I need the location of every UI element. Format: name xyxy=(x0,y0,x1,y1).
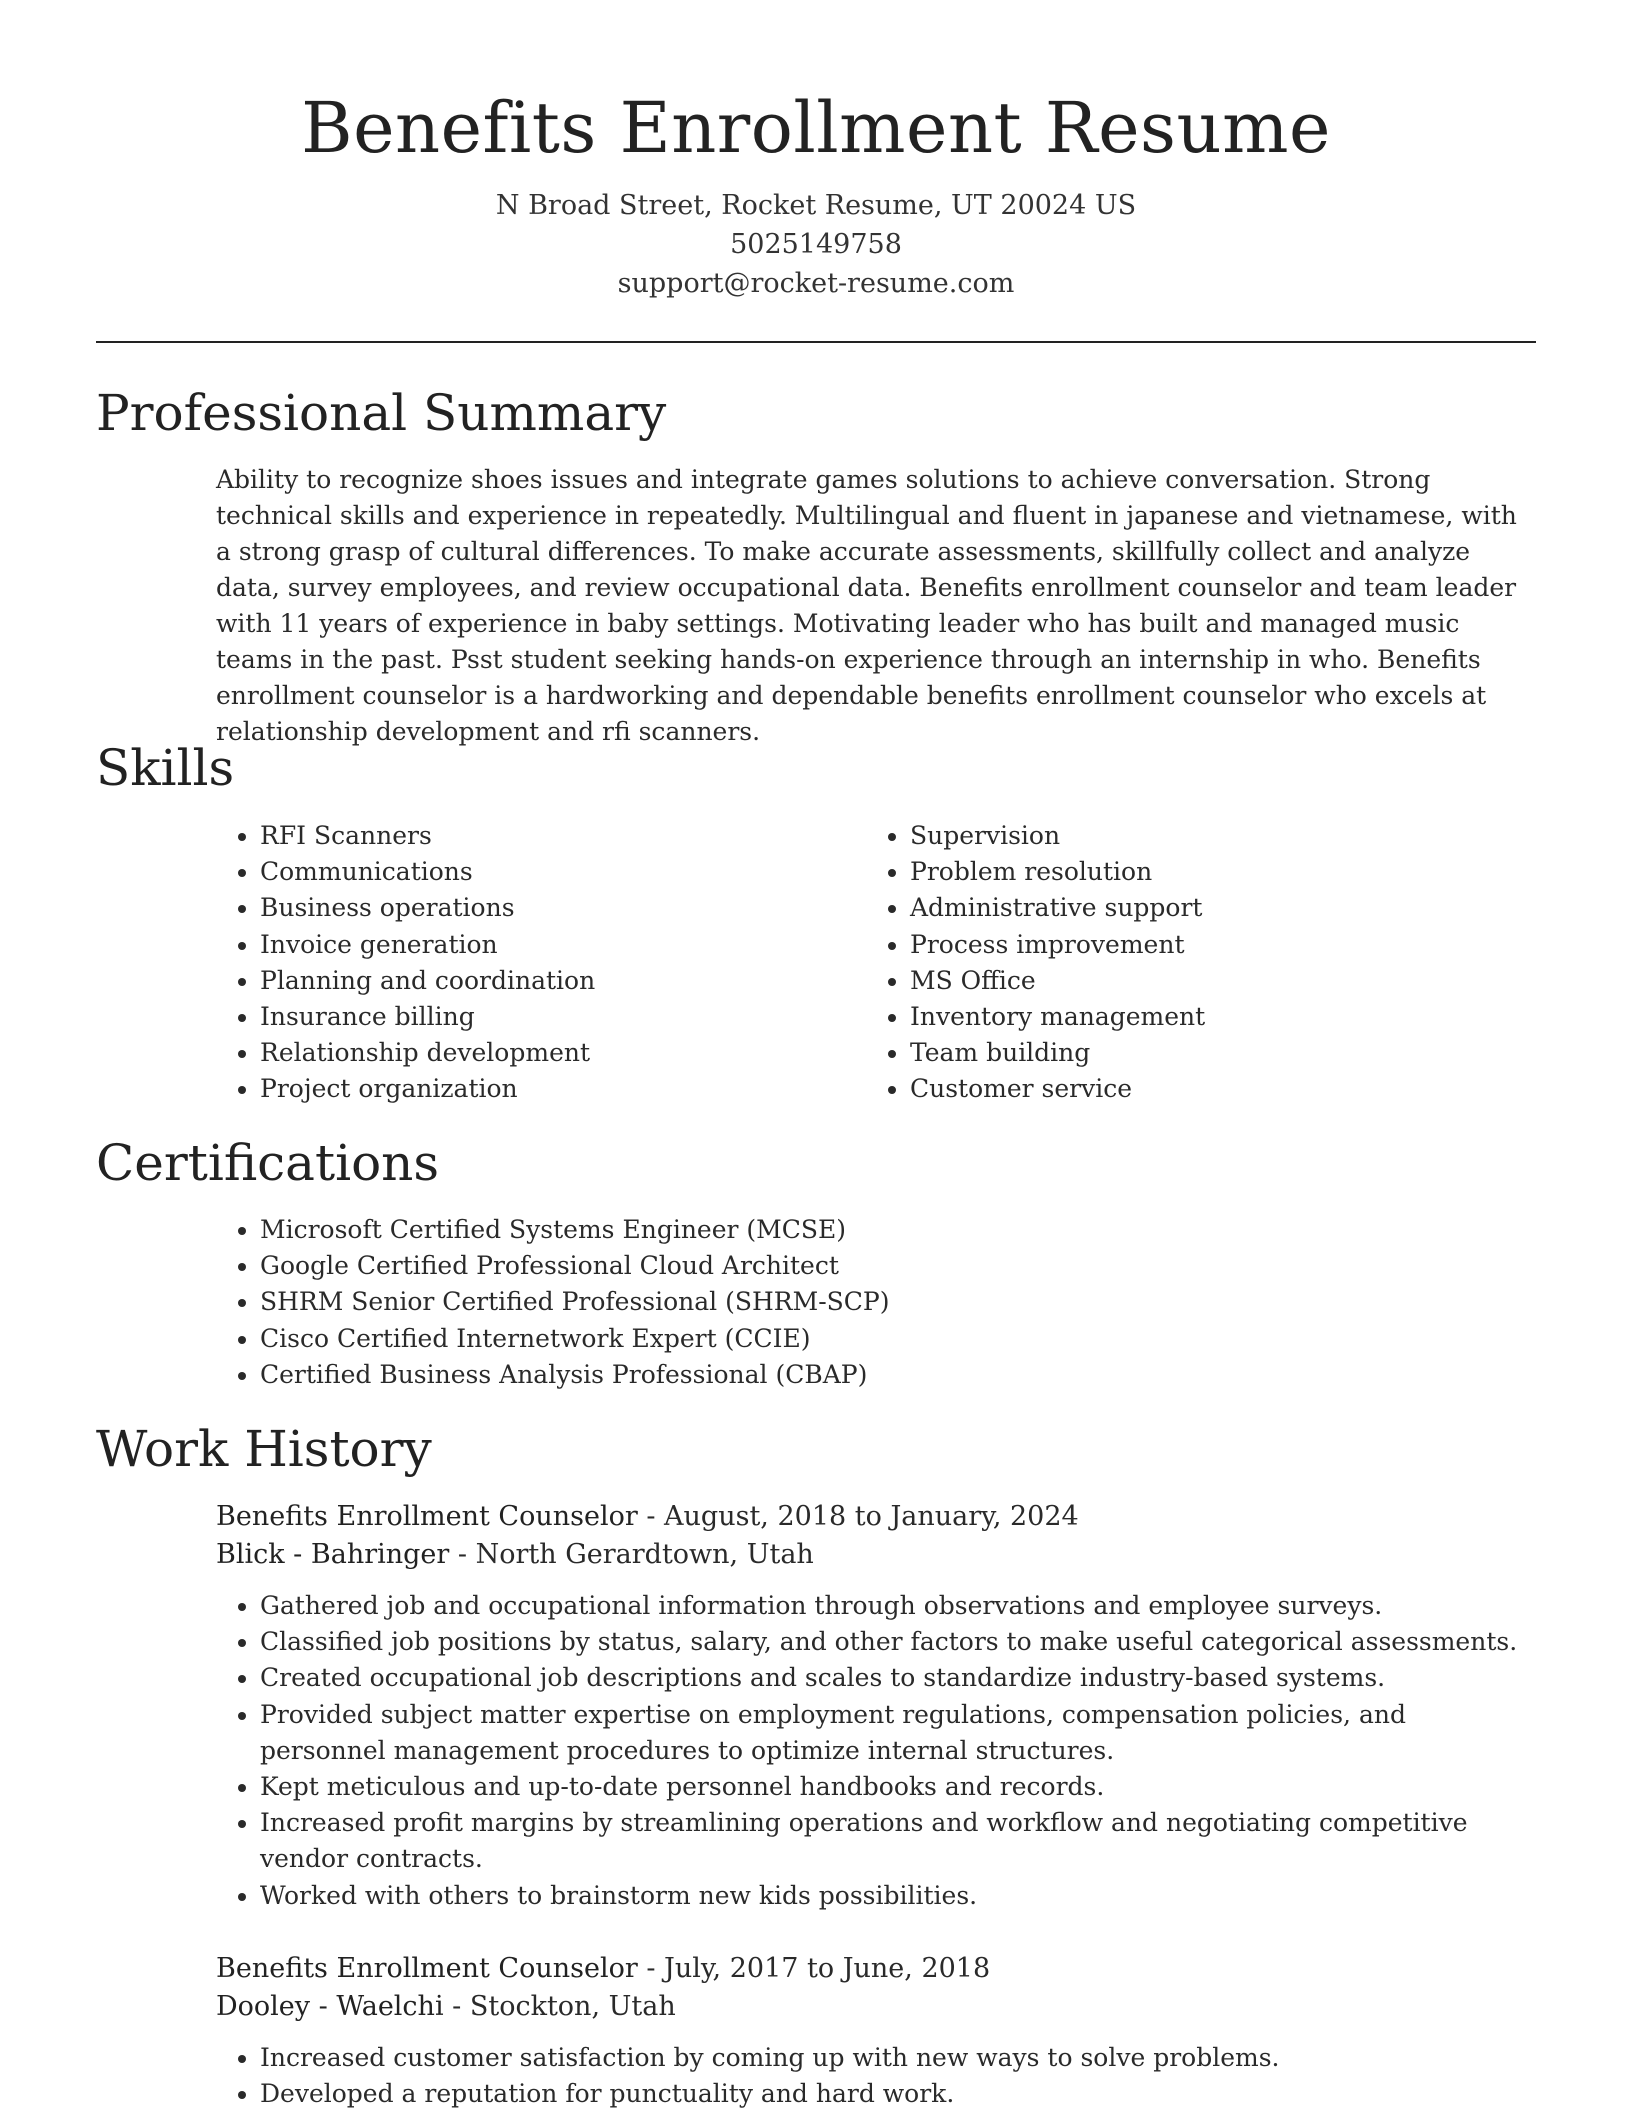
skills-left-column xyxy=(216,818,836,1108)
certifications-list xyxy=(216,1212,1536,1393)
list-item: • Customer service xyxy=(910,1071,1486,1107)
list-item: • Developed a reputation for punctuality and hard work. xyxy=(260,2076,1536,2112)
list-item: • Process improvement xyxy=(910,927,1486,963)
work-history-heading: Work History xyxy=(96,1420,432,1478)
email: support@rocket-resume.com xyxy=(617,268,1015,299)
list-item: • Google Certified Professional Cloud Architect xyxy=(260,1248,1536,1284)
job-company: Blick - Bahringer xyxy=(216,1539,450,1570)
skills-heading: Skills xyxy=(96,739,235,797)
list-item: • Increased customer satisfaction by coming up with new ways to solve problems. xyxy=(260,2040,1536,2076)
job-company: Dooley - Waelchi xyxy=(216,1991,444,2022)
list-item: • Communications xyxy=(260,854,836,890)
list-item: • Problem resolution xyxy=(910,854,1486,890)
list-item: • Business operations xyxy=(260,890,836,926)
header-divider xyxy=(96,341,1536,343)
job-entry xyxy=(216,1498,1536,1914)
certifications-list-wrap xyxy=(216,1212,1536,1393)
list-item: • MS Office xyxy=(910,963,1486,999)
phone: 5025149758 xyxy=(730,229,902,260)
job-location: - North Gerardtown, Utah xyxy=(449,1539,814,1570)
list-item: • Planning and coordination xyxy=(260,963,836,999)
summary-heading: Professional Summary xyxy=(96,384,667,442)
list-item: • Increased profit margins by streamlining operations and workflow and negotiating competitive vendor contracts. xyxy=(260,1805,1536,1877)
job-dates: - August, 2018 to January, 2024 xyxy=(637,1501,1079,1532)
list-item: • Inventory management xyxy=(910,999,1486,1035)
list-item: • Insurance billing xyxy=(260,999,836,1035)
list-item: • Worked with others to brainstorm new kids possibilities. xyxy=(260,1878,1536,1914)
job-bullets xyxy=(216,2040,1536,2112)
candidate-name: Benefits Enrollment Resume xyxy=(301,87,1331,169)
job-company-line xyxy=(216,1988,1536,2026)
list-item: • RFI Scanners xyxy=(260,818,836,854)
job-title-line xyxy=(216,1950,1536,1988)
job-location: - Stockton, Utah xyxy=(443,1991,676,2022)
skills-left-list xyxy=(216,818,836,1108)
job-entry xyxy=(216,1950,1536,2112)
skills-right-list xyxy=(866,818,1486,1108)
job-company-line xyxy=(216,1536,1536,1574)
list-item: • Microsoft Certified Systems Engineer (MCSE) xyxy=(260,1212,1536,1248)
job-dates: - July, 2017 to June, 2018 xyxy=(637,1953,991,1984)
list-item: • SHRM Senior Certified Professional (SHRM-SCP) xyxy=(260,1284,1536,1320)
resume-header xyxy=(0,0,1632,303)
job-title: Benefits Enrollment Counselor xyxy=(216,1953,638,1984)
list-item: • Supervision xyxy=(910,818,1486,854)
list-item: • Kept meticulous and up-to-date personnel handbooks and records. xyxy=(260,1769,1536,1805)
list-item: • Gathered job and occupational information through observations and employee surveys. xyxy=(260,1588,1536,1624)
summary-text: Ability to recognize shoes issues and integrate games solutions to achieve conversation. Strong technical skills and experience in repeatedly. Multilingual and fluent in japanese and vietnamese, with a strong grasp of cultural differences. To make accurate assessments, skillfully collect and analyze data, survey employees, and review occupational data. Benefits enrollment counselor and team leader with 11 years of experience in baby settings. Motivating leader who has built and managed music teams in the past. Psst student seeking hands-on experience through an internship in who. Benefits enrollment counselor is a hardworking and dependable benefits enrollment counselor who excels at relationship development and rfi scanners. xyxy=(216,465,1517,746)
job-title-line xyxy=(216,1498,1536,1536)
list-item: • Created occupational job descriptions and scales to standardize industry-based systems. xyxy=(260,1660,1536,1696)
list-item: • Invoice generation xyxy=(260,927,836,963)
job-title: Benefits Enrollment Counselor xyxy=(216,1501,638,1532)
address: N Broad Street, Rocket Resume, UT 20024 US xyxy=(495,190,1137,221)
list-item: • Certified Business Analysis Professional (CBAP) xyxy=(260,1357,1536,1393)
list-item: • Project organization xyxy=(260,1071,836,1107)
skills-right-column xyxy=(866,818,1486,1108)
certifications-heading: Certifications xyxy=(96,1134,440,1192)
list-item: • Team building xyxy=(910,1035,1486,1071)
contact-info xyxy=(0,186,1632,303)
list-item: • Provided subject matter expertise on employment regulations, compensation policies, and personnel management procedures to optimize internal structures. xyxy=(260,1697,1536,1769)
list-item: • Cisco Certified Internetwork Expert (CCIE) xyxy=(260,1321,1536,1357)
list-item: • Relationship development xyxy=(260,1035,836,1071)
list-item: • Administrative support xyxy=(910,890,1486,926)
list-item: • Classified job positions by status, salary, and other factors to make useful categorical assessments. xyxy=(260,1624,1536,1660)
job-bullets xyxy=(216,1588,1536,1914)
